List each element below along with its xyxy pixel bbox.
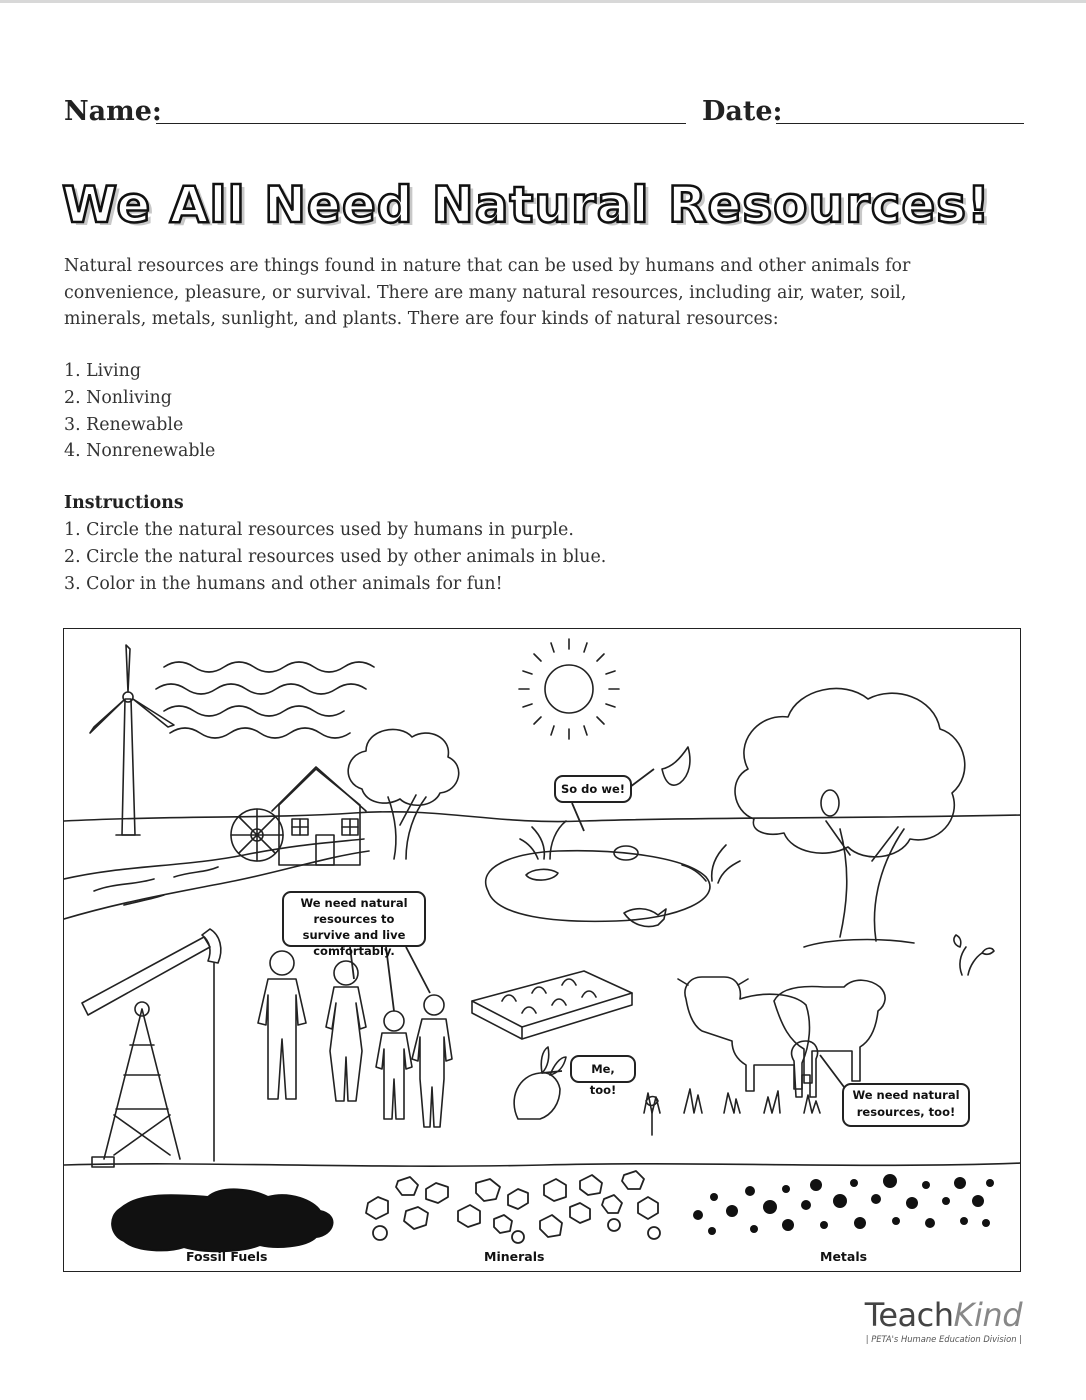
- date-label: Date:: [702, 96, 783, 127]
- date-field[interactable]: [776, 123, 1024, 124]
- list-item: 1. Circle the natural resources used by humans in purple.: [64, 520, 574, 540]
- top-border: [0, 0, 1086, 3]
- list-item: 4. Nonrenewable: [64, 441, 216, 462]
- birds-speech-bubble: So do we!: [554, 775, 632, 803]
- logo-subtitle: | PETA's Humane Education Division |: [865, 1334, 1022, 1344]
- pond: [486, 821, 740, 927]
- list-item: 1. Living: [64, 361, 141, 381]
- flower-icon: [954, 935, 994, 975]
- bird-icon: [662, 747, 690, 785]
- rabbit-icon: [514, 1047, 566, 1119]
- minerals-label: Minerals: [484, 1249, 545, 1264]
- fossil-fuels-label: Fossil Fuels: [186, 1249, 268, 1264]
- teachkind-logo: [842, 1296, 1022, 1348]
- sun-icon: [519, 639, 619, 739]
- ground-line: [64, 1163, 1021, 1166]
- humans-speech-bubble: We need natural resources to survive and live comfortably.: [282, 891, 426, 947]
- name-date-row: [64, 96, 1024, 130]
- instructions-heading: Instructions: [64, 493, 184, 513]
- owl-icon: [821, 790, 839, 816]
- name-label: Name:: [64, 96, 162, 127]
- coloring-scene: [63, 628, 1021, 1272]
- list-item: 2. Circle the natural resources used by other animals in blue.: [64, 546, 607, 567]
- wind-turbine-icon: [90, 645, 174, 835]
- resource-kinds-list: [64, 358, 215, 465]
- grass: [644, 1089, 820, 1113]
- water-wheel-icon: [231, 809, 283, 861]
- oil-pump-icon: [82, 929, 221, 1167]
- cows-speech-bubble: We need natural resources, too!: [842, 1083, 970, 1127]
- list-item: 3. Renewable: [64, 414, 184, 435]
- wind-icon: [156, 662, 374, 738]
- instructions-list: [64, 517, 606, 597]
- logo-wordmark: [865, 1296, 1022, 1334]
- metals-deposit: [693, 1174, 994, 1235]
- horizon-line: [64, 812, 1021, 822]
- fossil-fuel-deposit: [112, 1189, 332, 1251]
- metals-label: Metals: [820, 1249, 868, 1264]
- name-field[interactable]: [156, 123, 686, 124]
- logo-accent-text: Kind: [953, 1296, 1022, 1334]
- cows-illustration: [678, 977, 885, 1097]
- flower-icon: [646, 1097, 658, 1136]
- humans-illustration: [258, 951, 452, 1127]
- list-item: 3. Color in the humans and other animals for fun!: [64, 573, 503, 594]
- rabbit-speech-bubble: Me, too!: [570, 1055, 636, 1083]
- intro-paragraph: Natural resources are things found in nature that can be used by humans and other animals for convenience, pleasure, or survival. There are many natural resources, including air, water, soil, minerals, metals, sunlight, and plants. There are four kinds of natural resources:: [64, 256, 911, 329]
- page-title: We All Need Natural Resources!: [62, 176, 991, 234]
- list-item: 2. Nonliving: [64, 387, 172, 408]
- logo-main-text: Teach: [864, 1296, 954, 1334]
- garden-bed-icon: [472, 971, 632, 1039]
- minerals-deposit: [366, 1171, 660, 1243]
- scene-illustration: [64, 629, 1021, 1272]
- tree-icon: [348, 729, 459, 859]
